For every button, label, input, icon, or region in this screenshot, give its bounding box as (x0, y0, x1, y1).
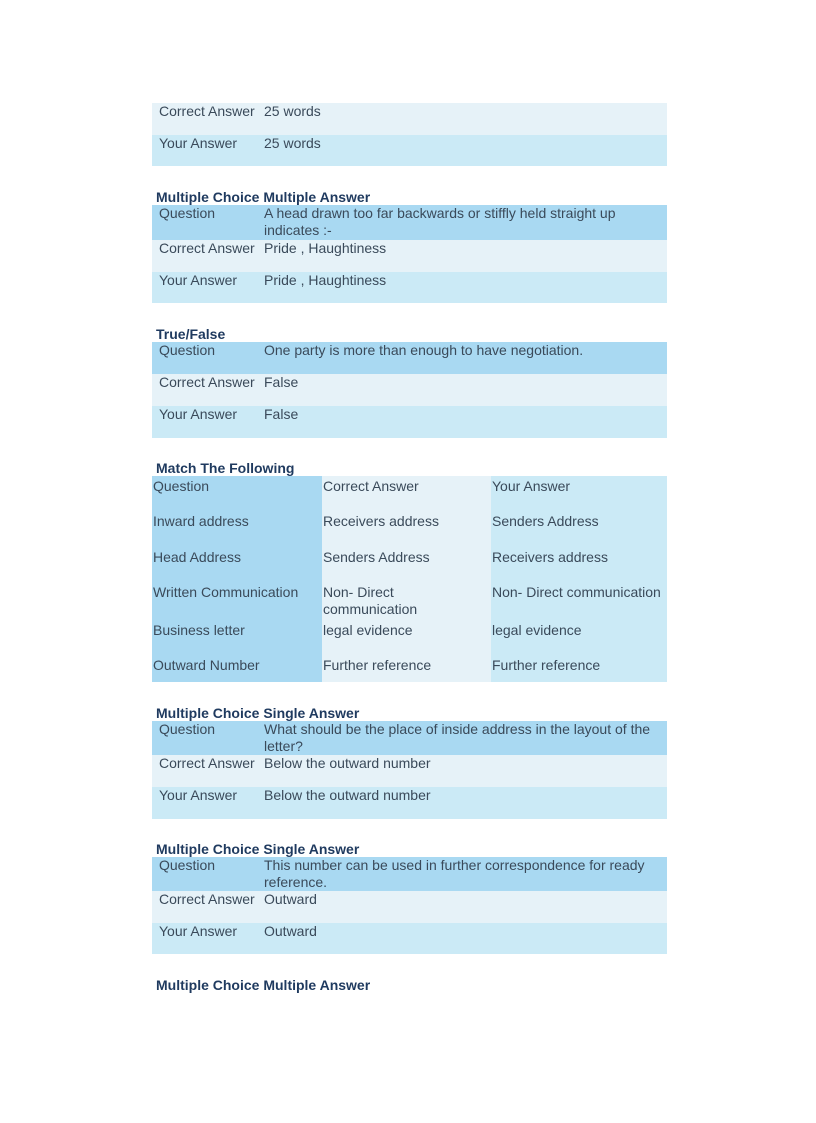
correct-answer-row (152, 240, 667, 272)
correct-answer-value: 25 words (264, 103, 321, 119)
correct-answer-label: Correct Answer (159, 240, 255, 256)
your-answer-label: Your Answer (159, 923, 238, 939)
match-correct-cell: legal evidence (322, 620, 491, 655)
your-answer-value: Pride , Haughtiness (264, 272, 387, 288)
your-answer-value: 25 words (264, 135, 321, 151)
question-row (152, 857, 667, 891)
match-question-cell: Head Address (152, 547, 322, 582)
match-row (152, 511, 667, 546)
question-text: This number can be used in further correspondence for ready reference. (264, 857, 645, 890)
match-row (152, 582, 667, 619)
correct-answer-value: Pride , Haughtiness (264, 240, 387, 256)
correct-answer-row (152, 103, 667, 135)
qa-table-block2 (152, 342, 667, 438)
correct-answer-value: False (264, 374, 299, 390)
question-label: Question (159, 205, 216, 221)
correct-answer-row (152, 755, 667, 787)
section-title-mcma-2: Multiple Choice Multiple Answer (156, 977, 371, 993)
match-question-cell: Written Communication (152, 582, 322, 619)
section-title-mcsa-1: Multiple Choice Single Answer (156, 705, 360, 721)
your-answer-label: Your Answer (159, 272, 238, 288)
correct-answer-value: Below the outward number (264, 755, 431, 771)
match-header-your: Your Answer (491, 476, 667, 511)
question-text: One party is more than enough to have negotiation. (264, 342, 584, 358)
qa-table-block4 (152, 721, 667, 819)
match-header-question: Question (152, 476, 322, 511)
question-text: A head drawn too far backwards or stiffly held straight up indicates :- (264, 205, 616, 238)
correct-answer-label: Correct Answer (159, 103, 255, 119)
qa-table-block1 (152, 205, 667, 303)
match-header-row (152, 476, 667, 511)
match-question-cell: Inward address (152, 511, 322, 546)
question-label: Question (159, 857, 216, 873)
correct-answer-label: Correct Answer (159, 891, 255, 907)
your-answer-value: Below the outward number (264, 787, 431, 803)
correct-answer-value: Outward (264, 891, 317, 907)
match-your-cell: Senders Address (491, 511, 667, 546)
correct-answer-label: Correct Answer (159, 755, 255, 771)
match-correct-cell: Senders Address (322, 547, 491, 582)
match-table (152, 476, 667, 682)
match-row (152, 620, 667, 655)
your-answer-row (152, 923, 667, 954)
question-row (152, 721, 667, 755)
section-title-mcma-1: Multiple Choice Multiple Answer (156, 189, 371, 205)
your-answer-row (152, 787, 667, 819)
section-title-mcsa-2: Multiple Choice Single Answer (156, 841, 360, 857)
your-answer-value: False (264, 406, 299, 422)
question-row (152, 205, 667, 240)
question-row (152, 342, 667, 374)
section-title-true-false: True/False (156, 326, 226, 342)
your-answer-row (152, 406, 667, 438)
section-title-match: Match The Following (156, 460, 295, 476)
correct-answer-label: Correct Answer (159, 374, 255, 390)
question-text: What should be the place of inside address in the layout of the letter? (264, 721, 651, 754)
match-row (152, 547, 667, 582)
correct-answer-row (152, 374, 667, 406)
qa-table-block0 (152, 103, 667, 166)
match-correct-cell: Further reference (322, 655, 491, 682)
your-answer-row (152, 272, 667, 303)
question-label: Question (159, 721, 216, 737)
question-label: Question (159, 342, 216, 358)
your-answer-value: Outward (264, 923, 317, 939)
match-header-correct: Correct Answer (322, 476, 491, 511)
your-answer-label: Your Answer (159, 787, 238, 803)
your-answer-row (152, 135, 667, 166)
your-answer-label: Your Answer (159, 135, 238, 151)
match-row (152, 655, 667, 682)
match-correct-cell: Non- Direct communication (322, 582, 491, 619)
correct-answer-row (152, 891, 667, 923)
your-answer-label: Your Answer (159, 406, 238, 422)
match-correct-cell: Receivers address (322, 511, 491, 546)
match-question-cell: Outward Number (152, 655, 322, 682)
match-your-cell: Non- Direct communication (491, 582, 667, 619)
qa-table-block5 (152, 857, 667, 954)
match-question-cell: Business letter (152, 620, 322, 655)
match-your-cell: Receivers address (491, 547, 667, 582)
match-your-cell: legal evidence (491, 620, 667, 655)
match-your-cell: Further reference (491, 655, 667, 682)
